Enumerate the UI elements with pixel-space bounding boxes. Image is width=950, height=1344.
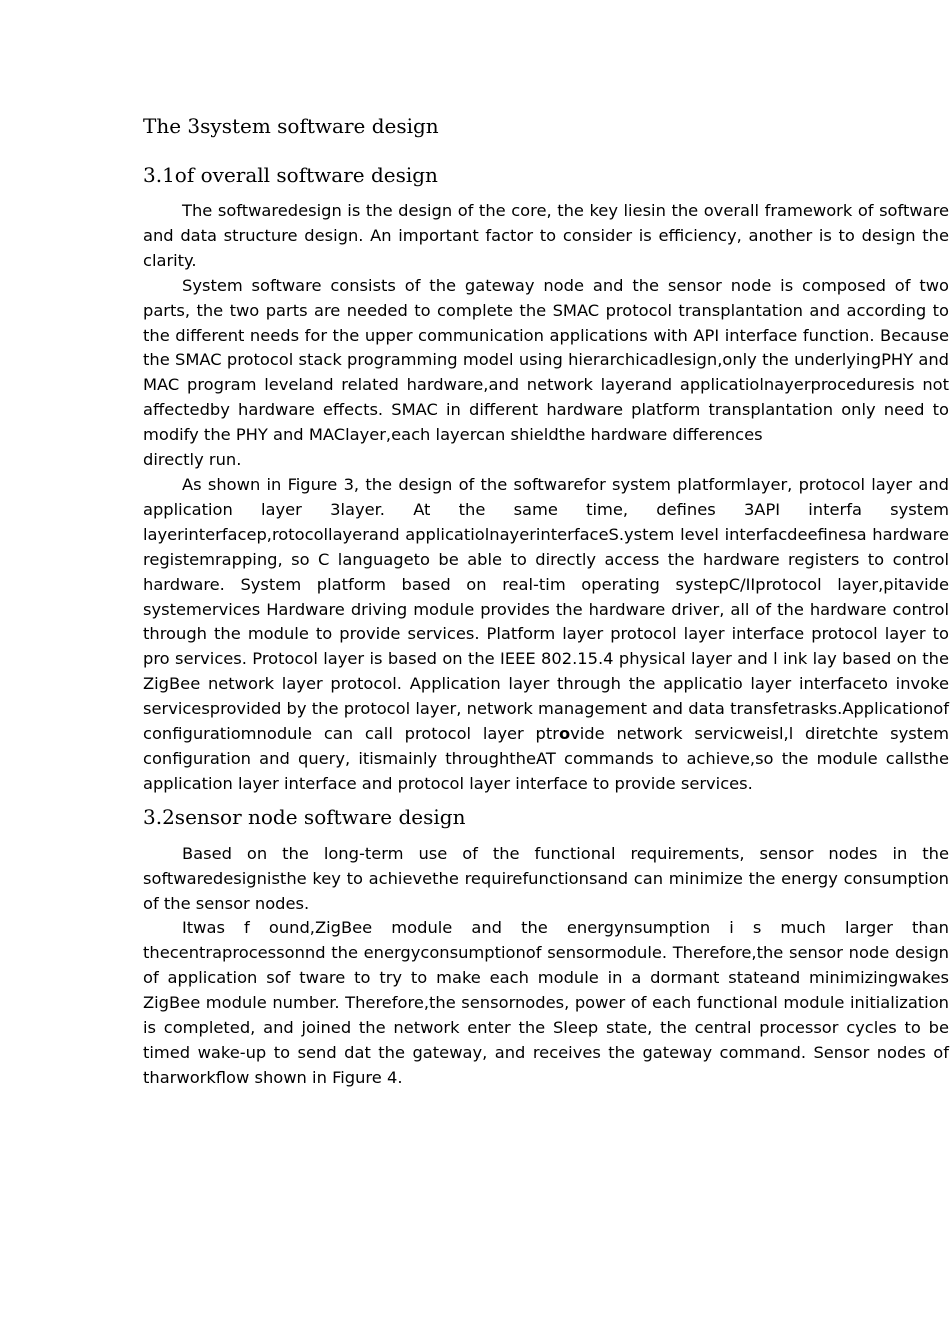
paragraph: Itwas f ound,ZigBee module and the energynsumption i s much larger than thecentraprocessonnd the energyconsumptionof sensormodule. Therefore,the sensor node design of application sof tware to try to make each module in a dormant stateand minimizingwakes ZigBee module number. Therefore,the sensornodes, power of each functional module initialization is completed, and joined the network enter the Sleep state, the central processor cycles to be timed wake-up to send dat the gateway, and receives the gateway command. Sensor nodes of tharworkflow shown in Figure 4. <box>143 918 949 1087</box>
section-title-overall-design: 3.1of overall software design <box>143 163 438 187</box>
chapter-title: The 3system software design <box>143 114 439 138</box>
paragraph: Based on the long-term use of the functional requirements, sensor nodes in the softwaredesignisthe key to achievethe requirefunctionsand can minimize the energy consumption of the sensor nodes. <box>143 843 949 913</box>
paragraph: The softwaredesign is the design of the core, the key liesin the overall framework of software and data structure design. An important factor to consider is efficiency, another is to design the clarity. <box>143 201 949 270</box>
section-title-sensor-node-design: 3.2sensor node software design <box>143 804 466 829</box>
paragraph-text: vide network servicweisl,l diretchte system configuration and query, itismainly throughtheAT commands to achieve,so the module callsthe application layer interface and protocol layer interface to provide services. <box>143 724 949 793</box>
paragraph-continuation: directly run. <box>143 450 242 470</box>
paragraph: System software consists of the gateway node and the sensor node is composed of two parts, the two parts are needed to complete the SMAC protocol transplantation and according to the different needs for the upper communication applications with API interface function. Because the SMAC protocol stack programming model using hierarchicadlesign,only the underlyingPHY and MAC program leveland related hardware,and network layerand applicatiolnayerproceduresis not affectedby hardware effects. SMAC in different hardware platform transplantation only need to modify the PHY and MAClayer,each layercan shieldthe hardware differences <box>143 275 949 445</box>
paragraph <box>143 473 949 797</box>
document-page <box>143 112 949 1091</box>
paragraph-text: As shown in Figure 3, the design of the softwarefor system platformlayer, protocol layer and application layer 3layer. At the same time, defines 3API interfa system layerinterfacep,rotocollayerand applicatiolnayerinterfaceS.ystem level interfacdeefinesa hardware registemrapping, so C languageto be able to directly access the hardware registers to control hardware. System platform based on real-tim operating systepC/IIprotocol layer,pitavide systemervices Hardware driving module provides the hardware driver, all of the hardware control through the module to provide services. Platform layer protocol layer interface protocol layer to pro services. Protocol layer is based on the IEEE 802.15.4 physical layer and l ink lay based on the ZigBee network layer protocol. Application layer through the applicatio layer interfaceto invoke servicesprovided by the protocol layer, network management and data transfetrasks.Applicationof configuratiomnodule can call protocol layer ptr <box>143 474 949 744</box>
bold-char: o <box>558 724 571 744</box>
